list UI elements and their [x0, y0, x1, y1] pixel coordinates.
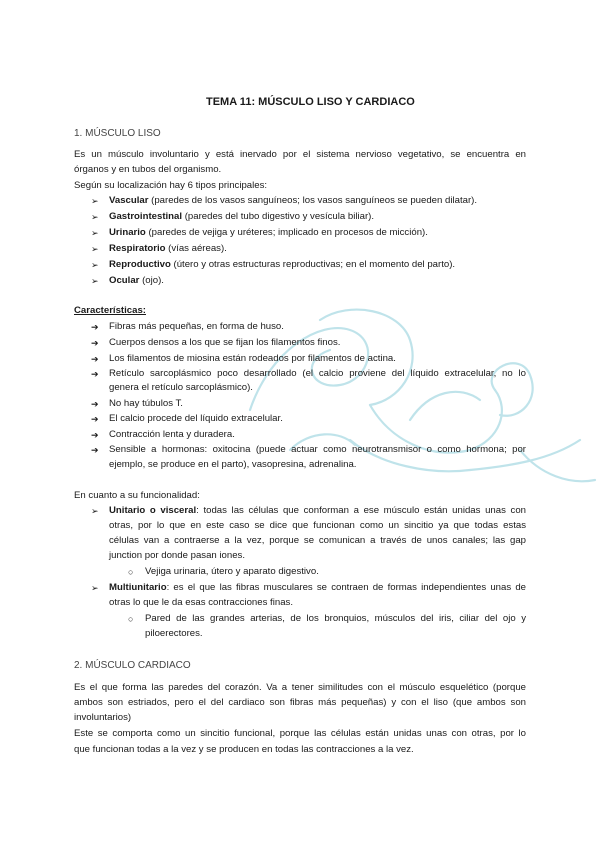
list-item: Retículo sarcoplásmico poco desarrollado (el calcio proviene del líquido extracelular, no lo: [109, 368, 526, 379]
circle-bullet-icon: ○: [128, 567, 134, 577]
arrow-outline-icon: ➢: [91, 506, 99, 516]
list-item-continuation: otras, por lo que en este caso se dice que funcionan como un sincitio ya que todas estas: [109, 520, 526, 531]
list-item: [109, 275, 164, 287]
list-item: Fibras más pequeñas, en forma de huso.: [109, 321, 284, 332]
type-name: Ocular: [109, 275, 140, 286]
list-item: Sensible a hormonas: oxitocina (puede actuar como neurotransmisor o como hormona; por: [109, 444, 526, 455]
arrow-solid-icon: ➔: [91, 338, 99, 348]
arrow-solid-icon: ➔: [91, 354, 99, 364]
arrow-solid-icon: ➔: [91, 430, 99, 440]
type-description: (vías aéreas).: [165, 243, 227, 254]
type-name: Reproductivo: [109, 259, 171, 270]
arrow-outline-icon: ➢: [91, 196, 99, 206]
list-item: Los filamentos de miosina están rodeados por filamentos de actina.: [109, 353, 396, 364]
arrow-solid-icon: ➔: [91, 414, 99, 424]
list-item: [109, 227, 428, 239]
paragraph-line: involuntarios): [74, 712, 132, 723]
type-description: (ojo).: [139, 275, 164, 286]
arrow-solid-icon: ➔: [91, 369, 99, 379]
type-description: (paredes de vejiga y uréteres; implicado en procesos de micción).: [145, 227, 428, 238]
arrow-outline-icon: ➢: [91, 244, 99, 254]
circle-bullet-icon: ○: [128, 614, 134, 624]
list-item: [109, 505, 526, 517]
arrow-outline-icon: ➢: [91, 276, 99, 286]
section-heading-smooth-muscle: 1. MÚSCULO LISO: [74, 128, 161, 139]
list-item: [109, 259, 455, 271]
arrow-outline-icon: ➢: [91, 583, 99, 593]
arrow-solid-icon: ➔: [91, 399, 99, 409]
type-name: Respiratorio: [109, 243, 166, 254]
list-item-continuation: genera el retículo sarcoplásmico).: [109, 382, 253, 393]
characteristics-heading: Características:: [74, 305, 146, 316]
term: Unitario o visceral: [109, 505, 197, 516]
list-item: [109, 582, 526, 594]
paragraph-line: que funcionan todas a la vez y se producen en todas las contracciones a la vez.: [74, 744, 414, 755]
arrow-solid-icon: ➔: [91, 445, 99, 455]
type-description: (paredes del tubo digestivo y vesícula biliar).: [182, 211, 375, 222]
type-name: Vascular: [109, 195, 149, 206]
type-name: Gastrointestinal: [109, 211, 183, 222]
sub-list-item: Pared de las grandes arterias, de los bronquios, músculos del iris, ciliar del ojo y: [145, 613, 526, 624]
type-description: (paredes de los vasos sanguíneos; los vasos sanguíneos se pueden dilatar).: [148, 195, 478, 206]
list-item-continuation: ejemplo, se produce en el parto), vasopresina, adrenalina.: [109, 459, 357, 470]
list-item-continuation: otras lo que le da esas contracciones finas.: [109, 597, 293, 608]
definition: : es el que las fibras musculares se contraen de formas independientes unas de: [166, 582, 526, 593]
list-item: [109, 243, 227, 255]
list-item: Contracción lenta y duradera.: [109, 429, 235, 440]
paragraph-line: ambos son estriados, pero el del cardiaco son fibras más pequeñas) y con el liso (que ambos son: [74, 697, 526, 708]
list-item: [109, 195, 477, 207]
term: Multiunitario: [109, 582, 167, 593]
intro-line-2: órganos y en tubos del organismo.: [74, 164, 222, 175]
list-item-continuation: junction por donde pasan iones.: [109, 550, 246, 561]
section-heading-cardiac-muscle: 2. MÚSCULO CARDIACO: [74, 660, 191, 671]
definition: : todas las células que conforman a ese músculo están unidas unas con: [196, 505, 526, 516]
types-intro: Según su localización hay 6 tipos principales:: [74, 180, 268, 191]
arrow-outline-icon: ➢: [91, 228, 99, 238]
list-item: Cuerpos densos a los que se fijan los filamentos finos.: [109, 337, 341, 348]
list-item: No hay túbulos T.: [109, 398, 183, 409]
list-item-continuation: células van a contraerse a la vez, porque se comunican a través de unos canales; las gap: [109, 535, 526, 546]
functionality-intro: En cuanto a su funcionalidad:: [74, 490, 200, 501]
list-item: El calcio procede del líquido extracelular.: [109, 413, 283, 424]
type-description: (útero y otras estructuras reproductivas; en el momento del parto).: [170, 259, 456, 270]
arrow-solid-icon: ➔: [91, 322, 99, 332]
paragraph-line: Es el que forma las paredes del corazón. Va a tener similitudes con el músculo esquelético (porque: [74, 682, 526, 693]
list-item: [109, 211, 374, 223]
sub-list-item-continuation: piloerectores.: [145, 628, 203, 639]
paragraph-line: Este se comporta como un sincitio funcional, porque las células están unidas unas con otras, por lo: [74, 728, 526, 739]
document-title: TEMA 11: MÚSCULO LISO Y CARDIACO: [206, 96, 415, 108]
type-name: Urinario: [109, 227, 146, 238]
sub-list-item: Vejiga urinaria, útero y aparato digestivo.: [145, 566, 319, 577]
arrow-outline-icon: ➢: [91, 212, 99, 222]
arrow-outline-icon: ➢: [91, 260, 99, 270]
intro-line-1: Es un músculo involuntario y está inervado por el sistema nervioso vegetativo, se encuentra en: [74, 149, 526, 160]
